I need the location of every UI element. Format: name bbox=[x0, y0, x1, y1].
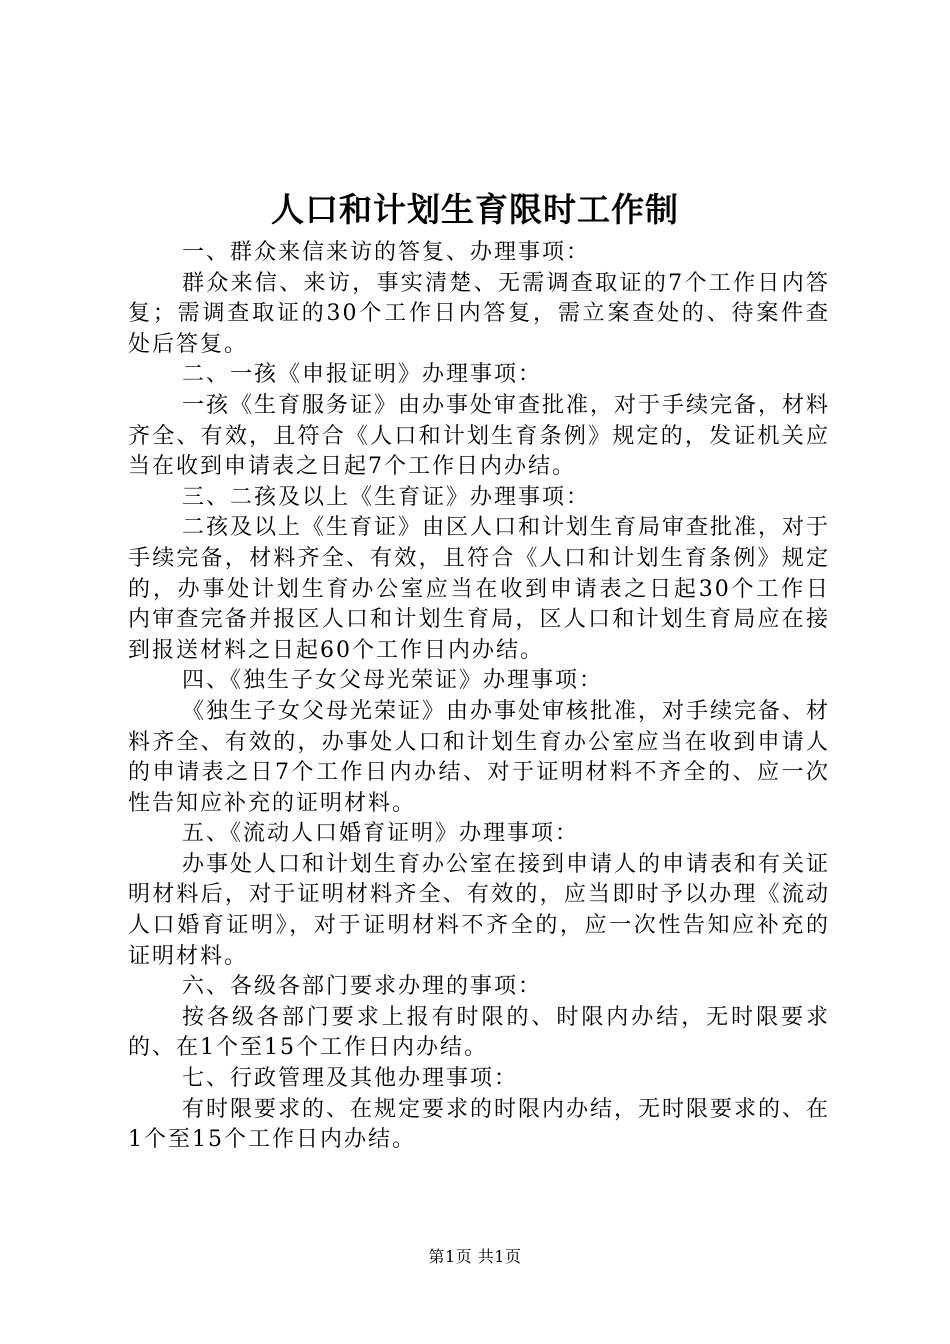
section-heading-6: 六、各级各部门要求办理的事项： bbox=[182, 974, 543, 1000]
document-body bbox=[128, 238, 830, 1156]
section-body-4: 《独生子女父母光荣证》由办事处审核批准，对手续完备、材料齐全、有效的，办事处人口和计划生育办公室应当在收到申请人的申请表之日7个工作日内办结、对于证明材料不齐全的、应一次性告知应补充的证明材料。 bbox=[128, 698, 831, 816]
section-body-5: 办事处人口和计划生育办公室在接到申请人的申请表和有关证明材料后，对于证明材料齐全、有效的，应当即时予以办理《流动人口婚育证明》，对于证明材料不齐全的，应一次性告知应补充的证明材料。 bbox=[128, 851, 831, 969]
section-heading-2: 二、一孩《申报证明》办理事项： bbox=[182, 362, 543, 388]
section-body-1: 群众来信、来访，事实清楚、无需调查取证的7个工作日内答复；需调查取证的30个工作日内答复，需立案查处的、待案件查处后答复。 bbox=[128, 270, 830, 357]
page-footer: 第1页 共1页 bbox=[428, 1247, 522, 1266]
section-body-6: 按各级各部门要求上报有时限的、时限内办结，无时限要求的、在1个至15个工作日内办结。 bbox=[128, 1004, 830, 1061]
section-heading-3: 三、二孩及以上《生育证》办理事项： bbox=[182, 484, 591, 510]
section-body-2: 一孩《生育服务证》由办事处审查批准，对于手续完备，材料齐全、有效，且符合《人口和计划生育条例》规定的，发证机关应当在收到申请表之日起7个工作日内办结。 bbox=[128, 392, 831, 480]
section-heading-1: 一、群众来信来访的答复、办理事项： bbox=[182, 240, 591, 265]
document-title: 人口和计划生育限时工作制 bbox=[271, 190, 679, 229]
section-body-7: 有时限要求的、在规定要求的时限内办结，无时限要求的、在1个至15个工作日内办结。 bbox=[128, 1096, 831, 1153]
section-heading-7: 七、行政管理及其他办理事项： bbox=[182, 1066, 519, 1092]
section-heading-4: 四、《独生子女父母光荣证》办理事项： bbox=[182, 668, 604, 694]
section-body-3: 二孩及以上《生育证》由区人口和计划生育局审查批准，对于手续完备，材料齐全、有效，且符合《人口和计划生育条例》规定的，办事处计划生育办公室应当在收到申请表之日起30个工作日内审查完备并报区人口和计划生育局，区人口和计划生育局应在接到报送材料之日起60个工作日内办结。 bbox=[128, 515, 831, 663]
section-heading-5: 五、《流动人口婚育证明》办理事项： bbox=[182, 821, 580, 847]
